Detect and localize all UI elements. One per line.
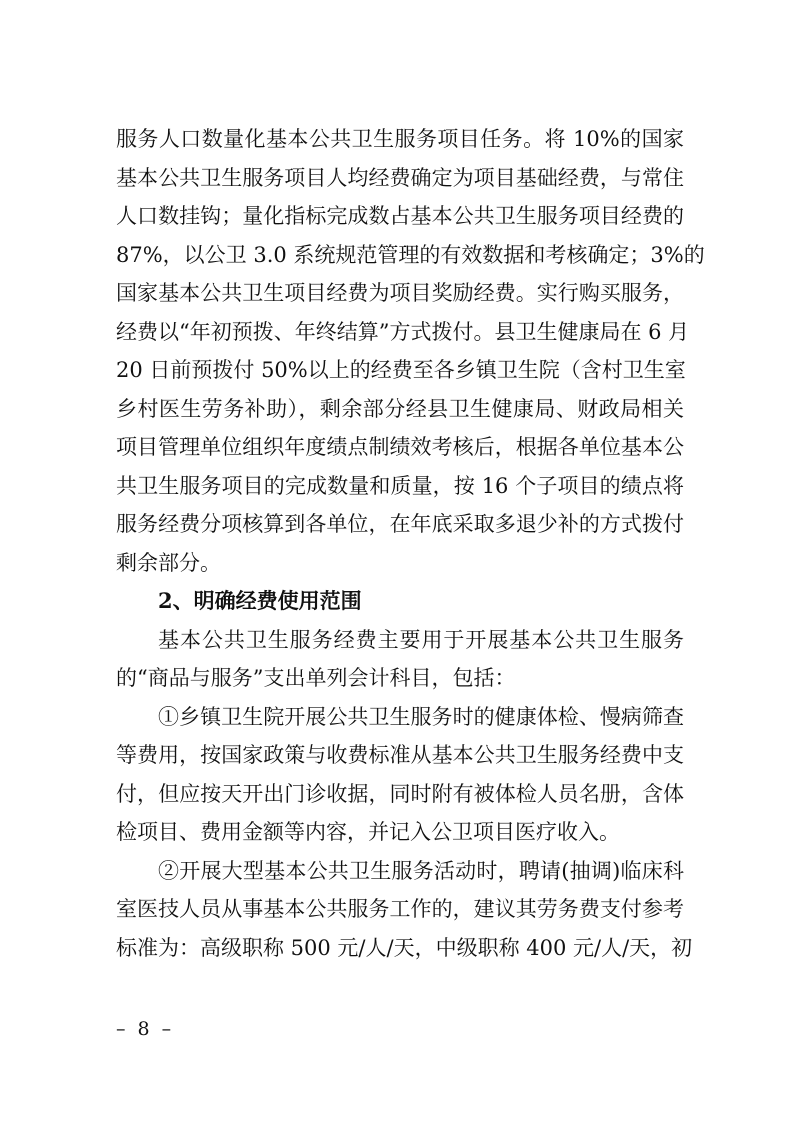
text-line: 的“商品与服务”支出单列会计科目，包括：	[116, 666, 516, 690]
text-line: ①乡镇卫生院开展公共卫生服务时的健康体检、慢病筛查	[158, 704, 684, 729]
text-line: 人口数挂钩；量化指标完成数占基本公共卫生服务项目经费的	[116, 204, 684, 228]
text-line: ②开展大型基本公共卫生服务活动时，聘请(抽调)临床科	[158, 858, 684, 883]
text-line: 标准为：高级职称 500 元/人/天，中级职称 400 元/人/天，初	[116, 935, 693, 960]
text-line: 项目管理单位组织年度绩点制绩效考核后，根据各单位基本公	[116, 435, 684, 459]
text-line: 室医技人员从事基本公共服务工作的，建议其劳务费支付参考	[116, 897, 684, 921]
text-line: 基本公共卫生服务项目人均经费确定为项目基础经费，与常住	[116, 165, 684, 190]
text-line: 乡村医生劳务补助），剩余部分经县卫生健康局、财政局相关	[116, 396, 684, 421]
text-line: 共卫生服务项目的完成数量和质量，按 16 个子项目的绩点将	[116, 473, 684, 498]
section-heading: 2、明确经费使用范围	[158, 588, 362, 613]
text-line: 剩余部分。	[116, 550, 221, 575]
text-line: 国家基本公共卫生项目经费为项目奖励经费。实行购买服务，	[116, 281, 684, 305]
document-body	[116, 120, 705, 967]
text-line: 检项目、费用金额等内容，并记入公卫项目医疗收入。	[116, 820, 620, 844]
text-line: 87%，以公卫 3.0 系统规范管理的有效数据和考核确定；3%的	[116, 242, 705, 267]
text-line: 20 日前预拨付 50%以上的经费至各乡镇卫生院（含村卫生室	[116, 358, 686, 382]
page-number: – 8 –	[116, 1018, 175, 1040]
text-line: 基本公共卫生服务经费主要用于开展基本公共卫生服务	[158, 627, 684, 652]
text-line: 付，但应按天开出门诊收据，同时附有被体检人员名册，含体	[116, 781, 684, 806]
text-line: 等费用，按国家政策与收费标准从基本公共卫生服务经费中支	[116, 743, 684, 767]
text-line: 服务人口数量化基本公共卫生服务项目任务。将 10%的国家	[116, 127, 684, 151]
text-line: 经费以“年初预拨、年终结算”方式拨付。县卫生健康局在 6 月	[116, 319, 690, 344]
text-line: 服务经费分项核算到各单位，在年底采取多退少补的方式拨付	[116, 512, 684, 536]
